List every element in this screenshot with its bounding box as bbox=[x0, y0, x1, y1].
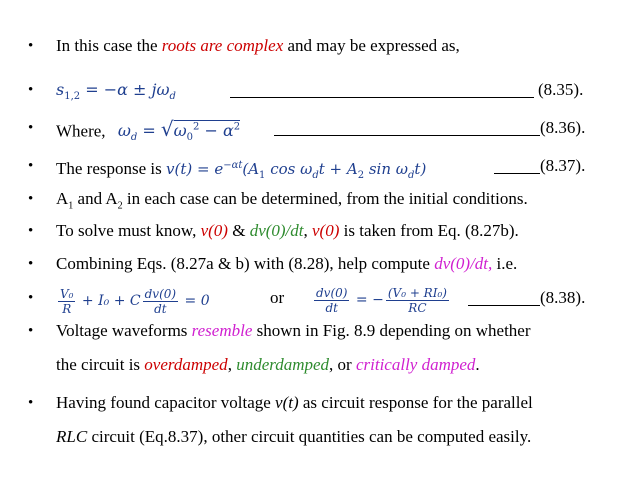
where-label: Where, bbox=[56, 121, 106, 141]
bullet-marker: • bbox=[28, 290, 34, 306]
equation-ref-8-36: (8.36). bbox=[540, 118, 586, 137]
slide: • In this case the roots are complex and may be expressed as, • $s_{1,2} = -\alpha \pm j\omega_d$ (8.35). • Where, $\omega_d = √\omega_0^2 - \alpha^2$ (8.36). • The response is $v(t) = e^{-\alpha t}(A_1$ $\cos \omega_dt + A_2$ $\sin \omega_dt$) (8.37). • $A_1$ and $A_2$ in each case can be determined, from the initial conditions. • To solve must know, v(0) & dv(0)/dt, v(0) is taken from Eq. (8.27b). • Combining Eqs. (8.27a & b) with (8.28), help compute dv(0)/dt, i.e. • $\frac{\text{V₀}}{R}$ + I₀ + C $\frac{dv(0)}{dt}$ = 0 or $\frac{dv(0)}{dt}$ = − $\frac{\text{(V₀ + RI₀)}}{RC}$ (8.38). • Voltage waveforms resemble shown in Fig. 8.9 depending on whether the circuit is overdamped, underdamped, or critically damped. • Having found capacitor voltage v(t) as circuit response for the parallel RLC circuit (Eq.8.37), other circuit quantities can be computed easily. bbox=[0, 0, 638, 493]
bullet-marker: • bbox=[28, 82, 34, 98]
initial-condition-equation: $\frac{\text{V₀}}{R}$ + I₀ + C $\frac{dv(0)}{dt}$ = 0 bbox=[60, 286, 210, 316]
blank-line bbox=[230, 80, 534, 98]
line1-text-a: In this case the bbox=[56, 36, 162, 55]
equation-ref-8-35: (8.35). bbox=[538, 80, 584, 99]
overdamped-highlight: overdamped bbox=[144, 355, 228, 374]
or-label: or bbox=[270, 288, 285, 307]
dv0-highlight: dv(0)/dt, bbox=[434, 254, 493, 273]
critically-damped-highlight: critically damped bbox=[355, 355, 476, 374]
roots-equation: $s_{1,2} = -\alpha \pm j\omega_d$ bbox=[56, 80, 176, 103]
bullet-marker: • bbox=[28, 323, 34, 339]
blank-line bbox=[494, 156, 540, 174]
equation-ref-8-38: (8.38). bbox=[540, 288, 586, 307]
derivative-equation: $\frac{dv(0)}{dt}$ = − $\frac{\text{(V₀ + RI₀)}}{RC}$ bbox=[316, 285, 447, 315]
equation-ref-8-37: (8.37). bbox=[540, 156, 586, 175]
dv0-highlight: dv(0)/dt bbox=[249, 221, 304, 240]
bullet-marker: • bbox=[28, 191, 34, 207]
bullet-marker: • bbox=[28, 158, 34, 174]
bullet-marker: • bbox=[28, 395, 34, 411]
underdamped-highlight: underdamped bbox=[236, 355, 330, 374]
v0-highlight: v(0) bbox=[312, 221, 340, 240]
blank-line bbox=[274, 118, 540, 136]
rlc-italic: RLC bbox=[56, 427, 88, 446]
bullet-marker: • bbox=[28, 223, 34, 239]
vt-italic: v(t) bbox=[275, 393, 299, 412]
bullet-marker: • bbox=[28, 120, 34, 136]
response-label: The response is bbox=[56, 159, 167, 178]
roots-complex-highlight: roots are complex bbox=[161, 36, 284, 55]
resemble-highlight: resemble bbox=[191, 321, 253, 340]
v0-highlight: v(0) bbox=[200, 221, 228, 240]
response-equation: $v(t) = e^{-\alpha t}(A_1$ $\cos \omega_dt + A_2$ $\sin \omega_dt$) bbox=[166, 160, 427, 181]
bullet-marker: • bbox=[28, 256, 34, 272]
blank-line bbox=[468, 288, 540, 306]
line1-text-b: and may be expressed as, bbox=[283, 36, 460, 55]
bullet-marker: • bbox=[28, 38, 34, 54]
omega-d-equation: $\omega_d = √\omega_0^2 - \alpha^2$ bbox=[117, 117, 241, 144]
